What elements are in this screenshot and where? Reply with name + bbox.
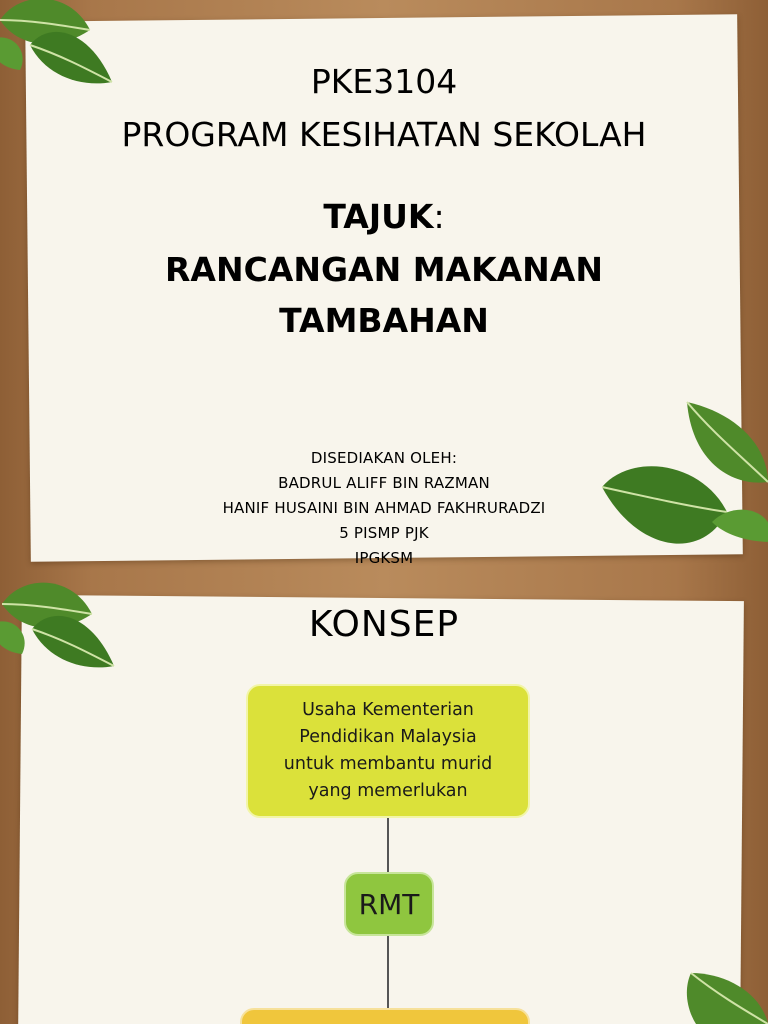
connector-line [387,936,389,1008]
concept-box-effort [246,684,530,818]
connector-line [387,818,389,872]
course-code: PKE3104 [310,62,458,101]
box-text-line: Usaha Kementerian [302,700,474,720]
box-text-line: Pendidikan Malaysia [299,727,477,747]
course-name: PROGRAM KESIHATAN SEKOLAH [121,115,647,154]
author-name: HANIF HUSAINI BIN AHMAD FAKHRURADZI [222,499,546,517]
topic-label-text: TAJUK [323,197,434,236]
prepared-by-label: DISEDIAKAN OLEH: [310,449,458,467]
institution-name: IPGKSM [354,549,414,567]
topic-label [0,197,768,236]
concept-box-next [240,1008,530,1024]
author-name: BADRUL ALIFF BIN RAZMAN [278,474,490,492]
box-text-line: yang memerlukan [308,781,468,801]
box-text-line: untuk membantu murid [283,754,493,774]
concept-box-rmt: RMT [344,872,434,936]
leaf-icon [676,968,768,1024]
topic-title-line2: TAMBAHAN [279,301,489,340]
class-name: 5 PISMP PJK [339,524,429,542]
topic-title-line1: RANCANGAN MAKANAN [165,250,603,289]
concept-slide [0,576,768,1024]
topic-colon: : [433,197,445,236]
slide-title: KONSEP [308,604,460,645]
